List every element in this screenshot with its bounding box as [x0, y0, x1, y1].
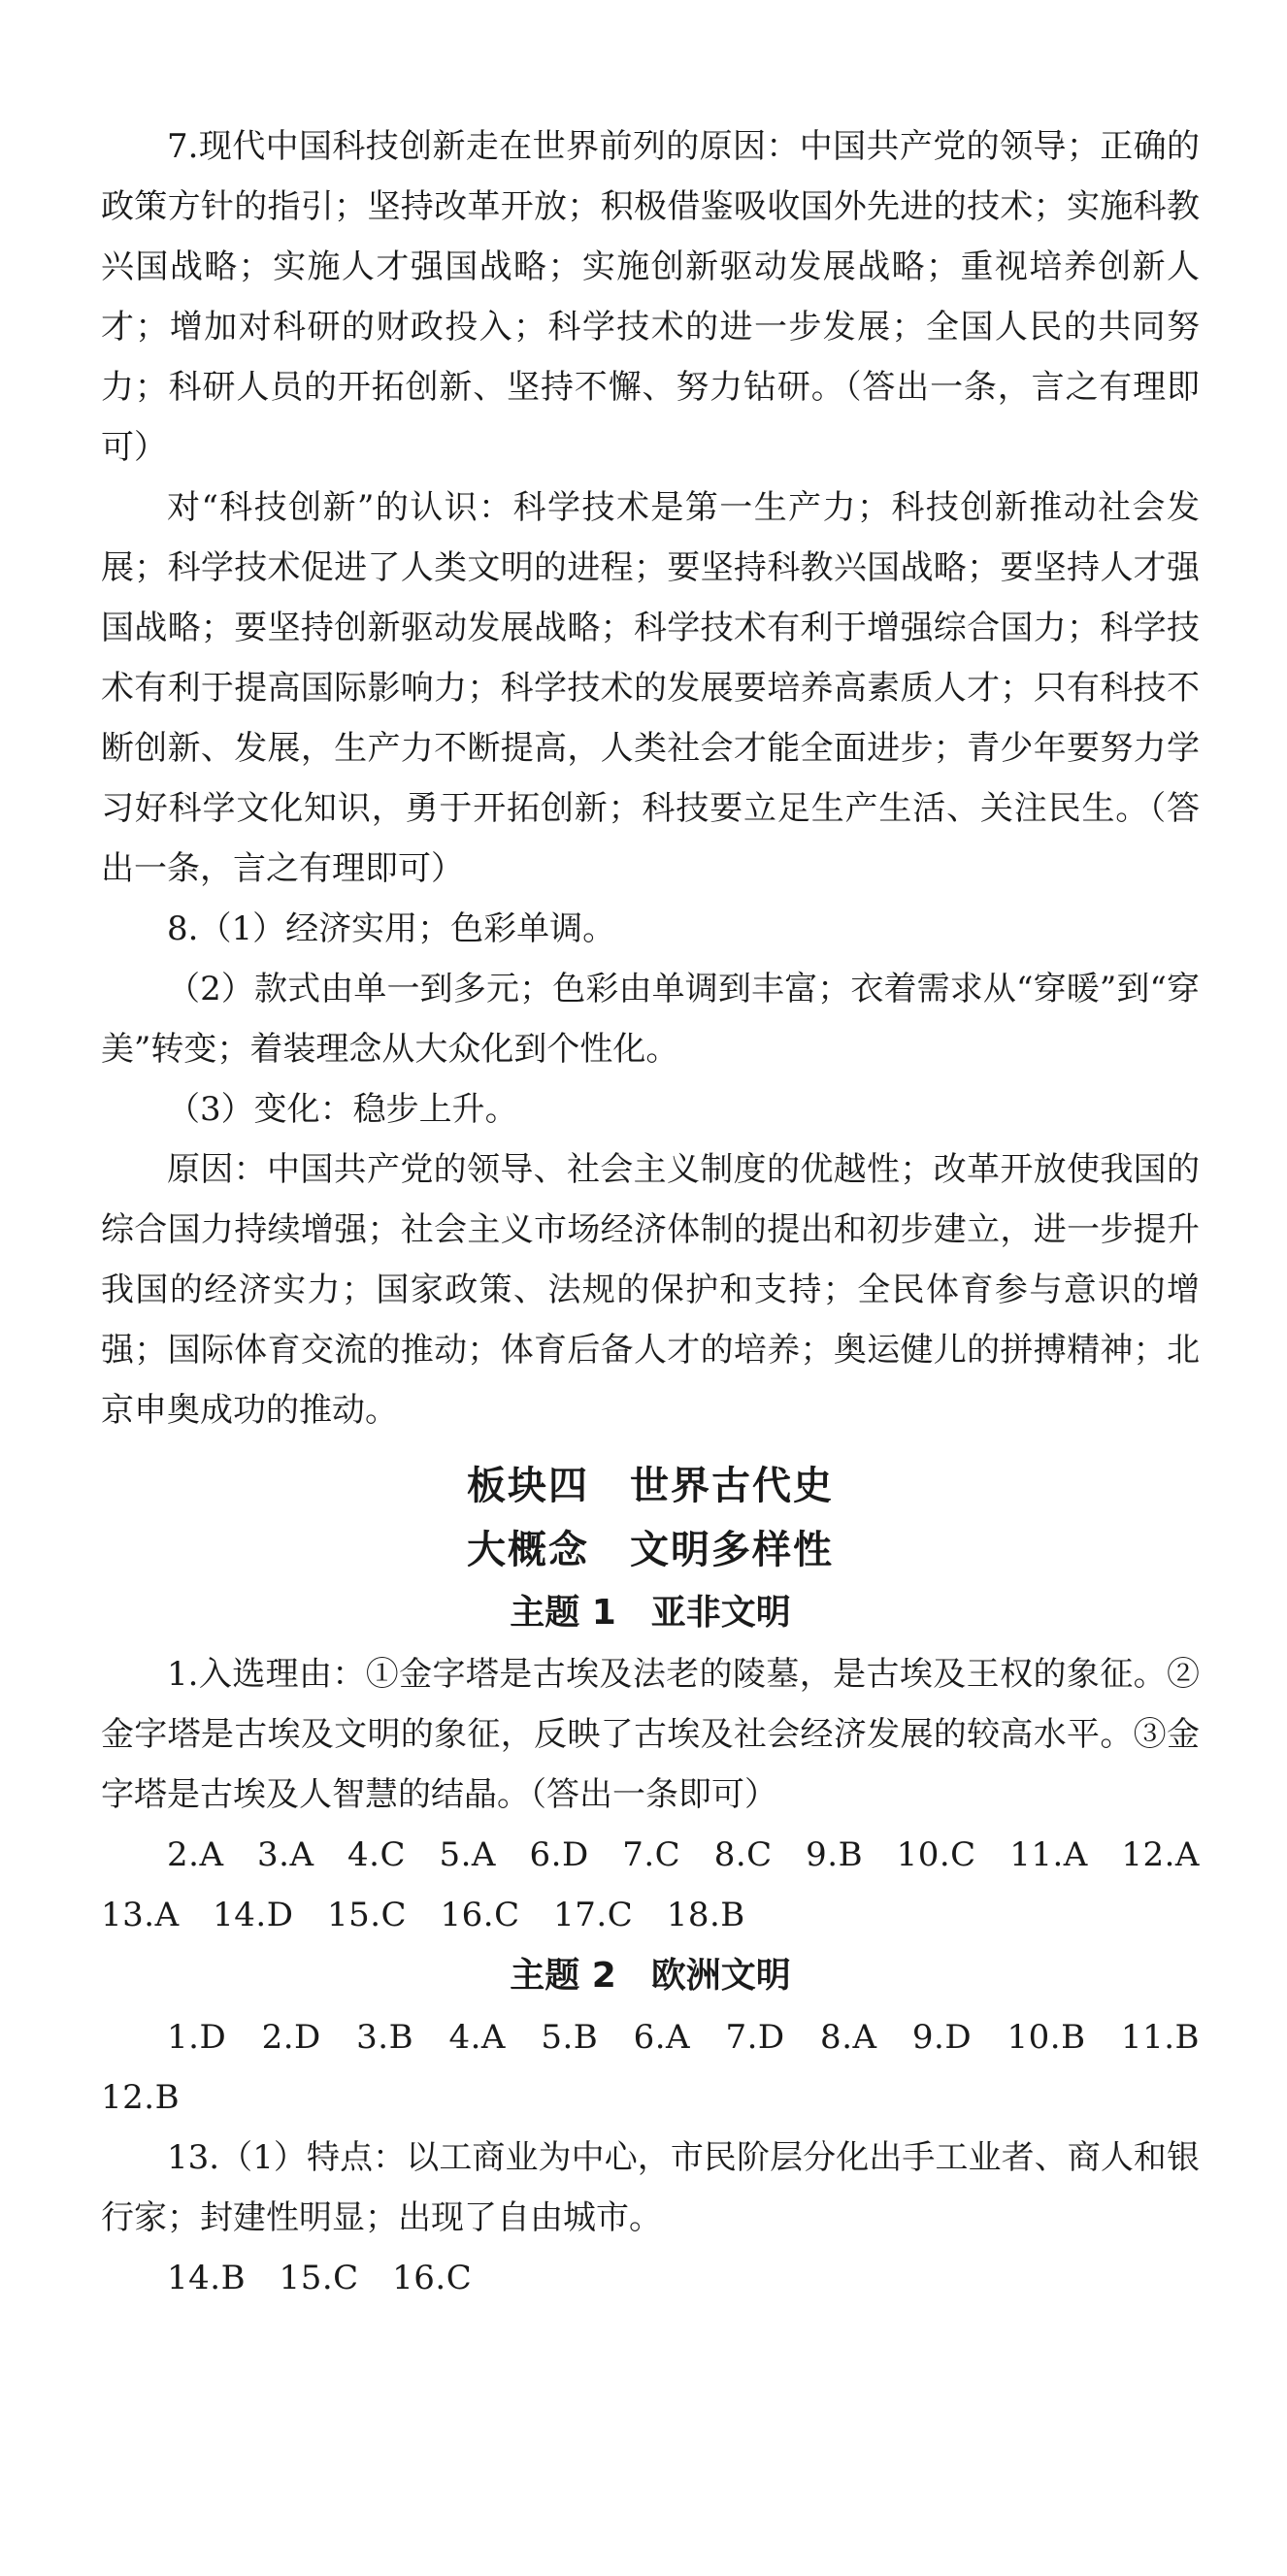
theme2-answer-list-2: 14.B 15.C 16.C — [167, 2259, 473, 2297]
q8-part1-paragraph: 8.（1）经济实用；色彩单调。 — [167, 909, 616, 948]
theme2-title: 主题 2 欧洲文明 — [510, 1956, 791, 1996]
theme1-title: 主题 1 亚非文明 — [510, 1593, 791, 1633]
section-title: 板块四 世界古代史 — [467, 1464, 834, 1508]
theme1-q1-paragraph: 1.入选理由：①金字塔是古埃及法老的陵墓，是古埃及王权的象征。②金字塔是古埃及文明的象征，反映了古埃及社会经济发展的较高水平。③金字塔是古埃及人智慧的结晶。（答出一条即可） — [101, 1655, 1200, 1814]
section-subtitle: 大概念 文明多样性 — [467, 1528, 834, 1572]
theme2-answer-list: 1.D 2.D 3.B 4.A 5.B 6.A 7.D 8.A 9.D 10.B 11.B 12.B — [101, 2018, 1234, 2117]
q7-understanding-paragraph: 对“科技创新”的认识：科学技术是第一生产力；科技创新推动社会发展；科学技术促进了人类文明的进程；要坚持科教兴国战略；要坚持人才强国战略；要坚持创新驱动发展战略；科学技术有利于增强综合国力；科学技术有利于提高国际影响力；科学技术的发展要培养高素质人才；只有科技不断创新、发展，生产力不断提高，人类社会才能全面进步；青少年要努力学习好科学文化知识，勇于开拓创新；科技要立足生产生活、关注民生。（答出一条，言之有理即可） — [101, 488, 1200, 888]
q8-part3-paragraph: （3）变化：稳步上升。 — [167, 1090, 518, 1129]
answer-content — [101, 116, 1234, 2308]
q8-cause-paragraph: 原因：中国共产党的领导、社会主义制度的优越性；改革开放使我国的综合国力持续增强；社会主义市场经济体制的提出和初步建立，进一步提升我国的经济实力；国家政策、法规的保护和支持；全民体育参与意识的增强；国际体育交流的推动；体育后备人才的培养；奥运健儿的拼搏精神；北京申奥成功的推动。 — [101, 1150, 1200, 1430]
q7-reasons-paragraph: 7.现代中国科技创新走在世界前列的原因：中国共产党的领导；正确的政策方针的指引；坚持改革开放；积极借鉴吸收国外先进的技术；实施科教兴国战略；实施人才强国战略；实施创新驱动发展战略；重视培养创新人才；增加对科研的财政投入；科学技术的进一步发展；全国人民的共同努力；科研人员的开拓创新、坚持不懈、努力钻研。（答出一条，言之有理即可） — [101, 127, 1200, 467]
theme1-answer-list: 2.A 3.A 4.C 5.A 6.D 7.C 8.C 9.B 10.C 11.A 12.A 13.A 14.D 15.C 16.C 17.C 18.B — [101, 1835, 1234, 1934]
theme2-q13-paragraph: 13.（1）特点：以工商业为中心，市民阶层分化出手工业者、商人和银行家；封建性明显；出现了自由城市。 — [101, 2138, 1200, 2237]
q8-part2-paragraph: （2）款式由单一到多元；色彩由单调到丰富；衣着需求从“穿暖”到“穿美”转变；着装理念从大众化到个性化。 — [101, 970, 1200, 1069]
